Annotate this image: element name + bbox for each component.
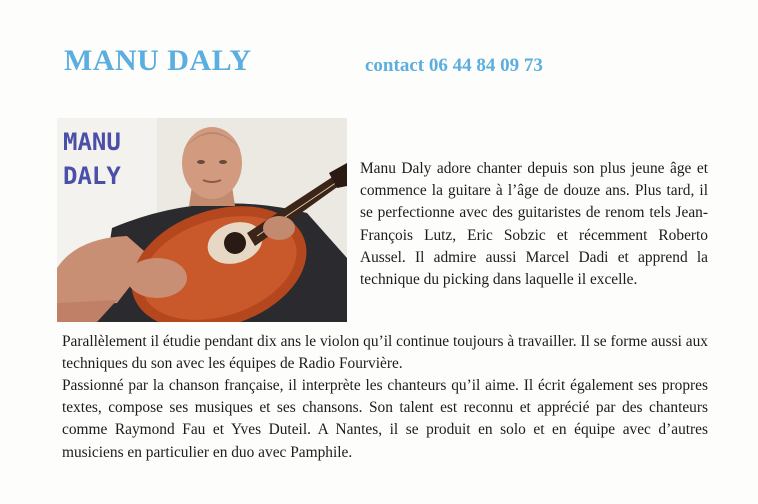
svg-text:DALY: DALY [63,162,121,190]
artist-photo [57,118,347,322]
contact-phone: contact 06 44 84 09 73 [365,55,543,76]
bio-paragraph-violin: Parallèlement il étudie pendant dix ans le violon qu’il continue toujours à travailler. Il se forme aussi aux techniques du son avec les équipes de Radio Fourvière. [62,333,708,373]
artist-name-title: MANU DALY [64,44,252,77]
svg-text:MANU: MANU [63,128,121,156]
bio-paragraph-intro: Manu Daly adore chanter depuis son plus jeune âge et commence la guitare à l’âge de douze ans. Plus tard, il se perfectionne avec des guitaristes de renom tels Jean-François Lutz, Eric Sobzic et récemment Roberto Aussel. Il admire aussi Marcel Dadi et apprend la technique du picking dans laquelle il excelle. [360,160,708,289]
bio-paragraph-chanson: Passionné par la chanson française, il interprète les chanteurs qu’il aime. Il écrit également ses propres textes, compose ses musiques et ses chansons. Son talent est reconnu et apprécié par des chanteurs comme Raymond Fau et Yves Duteil. A Nantes, il se produit en solo et en équipe avec d’autres musiciens en particulier en duo avec Pamphile. [62,377,708,461]
